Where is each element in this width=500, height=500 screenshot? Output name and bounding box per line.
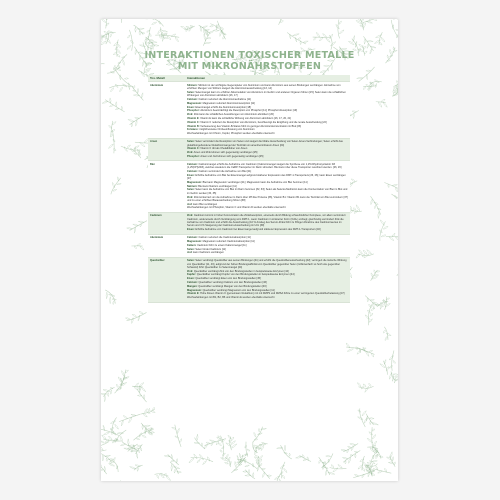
table-body (148, 82, 350, 302)
nutrient-label: Calcium: (187, 170, 198, 173)
interaction-text: kann Blei verdrängen (193, 202, 218, 206)
table-row (148, 212, 350, 234)
metal-name: Blei (148, 161, 185, 213)
nutrient-label: Zink: (187, 113, 194, 117)
interaction-line (187, 163, 348, 170)
interaction-text: Selen kann die Aufnahme von Blei im Darm hemmen [32, 33]; Selen als Selenio-Methionin kann die Konzentration von Blei im Blut und im Gehirn senken [34, 35] (187, 188, 348, 195)
interaction-text: Calcium vermindert die Aufnahme von Blei [11] (198, 170, 252, 173)
nutrient-label: Folsäure: (187, 128, 199, 132)
interaction-text: Arsen und Jod können sich gegenseitig verdrängen [25] (200, 154, 264, 158)
interaction-line (187, 84, 348, 91)
interaction-text: Aluminium beeinträchtigt die Resorption von Phosphor [11]; Phosphor-Resorption [19] (200, 109, 297, 113)
nutrient-label: Eisen: (187, 173, 195, 177)
metal-name: Arsen (148, 138, 185, 161)
metal-name: Aluminium (148, 234, 185, 257)
interaction-text: Calcium reduziert die Cadmiumabsorption [11] (198, 236, 251, 240)
title-line-1: INTERAKTIONEN TOXISCHER METALLE (144, 50, 355, 61)
interaction-line (187, 251, 348, 254)
interaction-line (187, 259, 348, 269)
interaction-text: Silizium ist der wichtigste Gegenspieler von Aluminium und kann Aluminium aus seinen Bindungen verdrängen. Einnahme von erhöhten Mengen von Silizium steigert die Aluminiumausscheidung [13, 14] (187, 83, 341, 91)
interaction-description (185, 234, 350, 257)
header-metal: Tox. Metall (148, 75, 185, 82)
interaction-text: Wechselwirkungen mit B1, B2, B6 und Vitamin E werden ebenfalls untersucht (187, 296, 275, 300)
nutrient-label: Calcium: (187, 162, 198, 166)
interaction-text: Cadmium kommt in hoher Konzentration die Zinksbesorption, einerseits durch Bildung schwerlöslicher Komplexe, vor allem vermindert Cadmium, andererseits durch Verdrängung vom DMT-1, wenn Cadmium in ionisierter Form (Cd2+) vorliegt; gleichzeitig vermindert Zink die Aufnahme von Cadmium und erhöht die Ausscheidung (10 % Anstieg des Serum-Zinks führt zu 3%iger Abnahme des Cadmiumwertes im Serum und 4 % Steigerung der Cadmium-Ausscheidung im Urin [39] (187, 214, 346, 228)
interaction-text: Magnesium reduziert Cadmiumabsorption [11] (202, 239, 255, 243)
interaction-text: Selenmangel kann zu erhöhter Akkumulation von Aluminium im Gehirn und anderen Organen führen [15]; Selen kann die schädlichen Wirkungen von Aluminium abmildern [16, 17] (187, 90, 346, 98)
interaction-text: kann Cadmium verdrängen (193, 251, 224, 255)
nutrient-label: Eisen: (187, 105, 195, 109)
nutrient-label: Magnesium: (187, 101, 202, 105)
table-row (148, 161, 350, 213)
interaction-text: möglicherweise Ornbeeinflussung von Aluminium (199, 128, 255, 132)
nutrient-label: Natrium: (187, 184, 198, 188)
interaction-text: Vitamin E kann die schädliche Wirkung von Aluminium abmildern [16, 17, 20, 21] (200, 117, 291, 121)
nutrient-label: Eisen: (187, 228, 195, 232)
interaction-line (187, 181, 348, 184)
interaction-text: Quecksilber verdrängt Eisen von den Bindungsstellen [45] (195, 277, 261, 281)
nutrient-label: Magnesium: (187, 180, 202, 184)
interaction-line (187, 102, 348, 105)
interaction-text: Wechselwirkungen mit Chrom, Kupfer, Phosphor werden ebenfalls untersucht (187, 132, 275, 136)
interaction-line (187, 196, 348, 203)
document-page (101, 19, 398, 481)
interaction-text: Selen vermindert die Resorption von Selen und steigert die biliäre Ausscheidung von Selen-Arsen-Verbindungen; Selen erhöht das glutathiongebundene Glutathionmangel der Toxizität von arsenhemmbarem Arsen [24] (187, 140, 343, 147)
interaction-text: Quecksilber verdrängt Kupfer von den Bindungsstellen in beispielsweise Enzymen [44] (196, 273, 295, 277)
interaction-description (185, 161, 350, 213)
nutrient-label: Vitamin C: (187, 120, 200, 124)
interaction-text: Selen bindet Cadmium [11] (195, 247, 226, 251)
nutrient-label: Zink: (187, 151, 194, 155)
nutrient-label: Selen: (187, 140, 195, 144)
interaction-line (187, 132, 348, 135)
nutrient-label: Calcium: (187, 98, 198, 102)
interaction-line (187, 236, 348, 239)
interaction-table (148, 75, 350, 303)
title-line-2: MIT MIKRONÄHRSTOFFEN (177, 61, 322, 72)
interaction-line (187, 91, 348, 98)
nutrient-label: Kupfer: (187, 273, 197, 277)
interaction-line (187, 151, 348, 154)
nutrient-label: Jod: (187, 202, 193, 206)
interaction-table-wrapper (148, 75, 350, 303)
interaction-text: Selen verdrängt Quecksilber aus seinen Bindungen [41] und erhöht die Quecksilberausscheidung [42]; verringert die toxische Wirkung von Quecksilber [11, 43], aufgrund der hohen Bindungsaffinität von Quecksilber gegenüber Selen (millionenfach so hoch wie gegenüber Schwefel) führt Quecksilber zu Selenmangel [44] (187, 259, 347, 269)
nutrient-label: Selen: (187, 247, 195, 251)
interaction-line (187, 206, 348, 209)
interaction-text: Wechselwirkungen mit Phosphor, Vitamin C und Vitamin D werden ebenfalls untersucht (187, 206, 286, 210)
interaction-description (185, 138, 350, 161)
interaction-line (187, 170, 348, 173)
interaction-text: Arsen und Zink können sich gegenseitig verdrängen [25] (193, 151, 258, 155)
nutrient-label: Kalium: (187, 243, 197, 247)
metal-name: Aluminium (148, 82, 185, 138)
interaction-line (187, 214, 348, 227)
metal-name: Quecksilber (148, 257, 185, 302)
nutrient-label: Eisen: (187, 277, 195, 281)
interaction-text: Calciummangel erhöht die Aufnahme von Cadmium (Calciummangel steigert die Synthese von 1,25-Dihydroxyvitamin D3 (1,25(OH)2D3), welches wiederum die CaBP-Transporter im Darm stimuliert. Blei kann über diese Transporter resorbiert werden. [26, 26] (187, 162, 342, 170)
nutrient-label: Jod: (187, 251, 193, 255)
interaction-line (187, 228, 348, 231)
nutrient-label: Zink: (187, 195, 194, 199)
interaction-line (187, 296, 348, 299)
nutrient-label: Phosphor: (187, 109, 200, 113)
table-header-row (148, 75, 350, 82)
table-row (148, 138, 350, 161)
metal-name: Cadmium (148, 212, 185, 234)
interaction-text: Erhöhte Aufnahme von Blei bei Eisenmangel aufgrund stärkerer Expression des DMT-1-Transporters [26, 26]; kann Eisen verdrängen [27] (187, 173, 346, 181)
interaction-line (187, 121, 348, 124)
page-title (101, 50, 398, 72)
table-row (148, 257, 350, 302)
interaction-text: Verbesserung des Vitamin-B-Status führt zu geringer Aluminiumkonzentration im Blut [23] (200, 124, 302, 128)
nutrient-label: Magnesium: (187, 239, 202, 243)
interaction-text: Zink konkurriert um die Aufnahme im Darm über MT-like Proteine [36], Vitamin B1: Vitamin B1 kann die Toxizität von Blei vermindern [37] und zu einer erhöhten Bleiausscheidung führen [38] (187, 195, 348, 202)
nutrient-label: Mangan: (187, 284, 198, 288)
nutrient-label: Vitamin E: (187, 292, 200, 296)
nutrient-label: Phosphor: (187, 154, 200, 158)
nutrient-label: Vitamin E: (187, 117, 200, 121)
interaction-line (187, 174, 348, 181)
nutrient-label: Zink: (187, 269, 194, 273)
interaction-line (187, 188, 348, 195)
interaction-text: Vitamin C übt als Chelatbildner von Arsen (200, 147, 248, 151)
interaction-description (185, 82, 350, 138)
table-row (148, 82, 350, 138)
nutrient-label: Selen: (187, 90, 195, 94)
interaction-text: Erhöhte Aufnahme von Cadmium bei Eisenmangel aufgrund stärkerer Expression des DMT-1-Transporters [40] (195, 228, 321, 232)
interaction-line (187, 281, 348, 284)
nutrient-label: Selen: (187, 188, 195, 192)
interaction-text: Zink kann die schädlichen Auswirkungen von Aluminium abmildern [20] (193, 113, 274, 117)
interaction-line (187, 240, 348, 243)
interaction-line (187, 98, 348, 101)
interaction-description (185, 257, 350, 302)
interaction-text: Quecksilber verdrängt Calcium von den Bindungsstellen [46] (198, 281, 267, 285)
interaction-text: Quecksilber verdrängt Mangan von den Bindungsstellen [46] (198, 284, 267, 288)
interaction-text: Calcium reduziert die Aluminiumaufnahme [11] (198, 98, 251, 102)
table-row (148, 234, 350, 257)
header-interactions: Interaktionen (185, 75, 350, 82)
nutrient-label: Vitamin B: (187, 124, 200, 128)
interaction-text: Hohe Dosen Vitamin C (gemeinsam Glutathion) mit mit DMPS und DMSA führte zu einer verringerten Quecksilberbelastung [47] (200, 292, 345, 296)
interaction-text: Quecksilber verdrängt Magnesium von den Bindungsstellen [11] (202, 288, 275, 292)
nutrient-label: Magnesium: (187, 288, 202, 292)
interaction-line (187, 285, 348, 288)
nutrient-label: Calcium: (187, 281, 198, 285)
interaction-line (187, 244, 348, 247)
nutrient-label: Vitamin C: (187, 147, 200, 151)
interaction-line (187, 117, 348, 120)
nutrient-label: Zink: (187, 214, 194, 218)
interaction-text: Blei kann Natrium verdrängen [11] (198, 184, 237, 188)
nutrient-label: Silizium: (187, 83, 198, 87)
interaction-text: Eisenmangel erhöht die Aluminiumresorption [18] (195, 105, 251, 109)
interaction-line (187, 155, 348, 158)
interaction-line (187, 140, 348, 147)
interaction-text: Vitamin C reduziert die Resorption von Aluminium, beschleunigt die Entgiftung und die renale Ausscheidung [22] (200, 120, 327, 124)
interaction-text: Quecksilber verdrängt Zink von den Bindungsstellen in beispielsweise Enzymen [44] (193, 269, 289, 273)
nutrient-label: Selen: (187, 259, 195, 263)
nutrient-label: Calcium: (187, 236, 198, 240)
interaction-text: Cadmium führt zu einem Kaliummangel [11] (197, 243, 247, 247)
interaction-description (185, 212, 350, 234)
interaction-text: Magnesium reduziert Aluminiumresorption [11] (202, 101, 255, 105)
interaction-text: Blei kann Magnesium verdrängen [11]; Magnesium kann die Aufnahme von Blei hemmen [11] (202, 180, 308, 184)
